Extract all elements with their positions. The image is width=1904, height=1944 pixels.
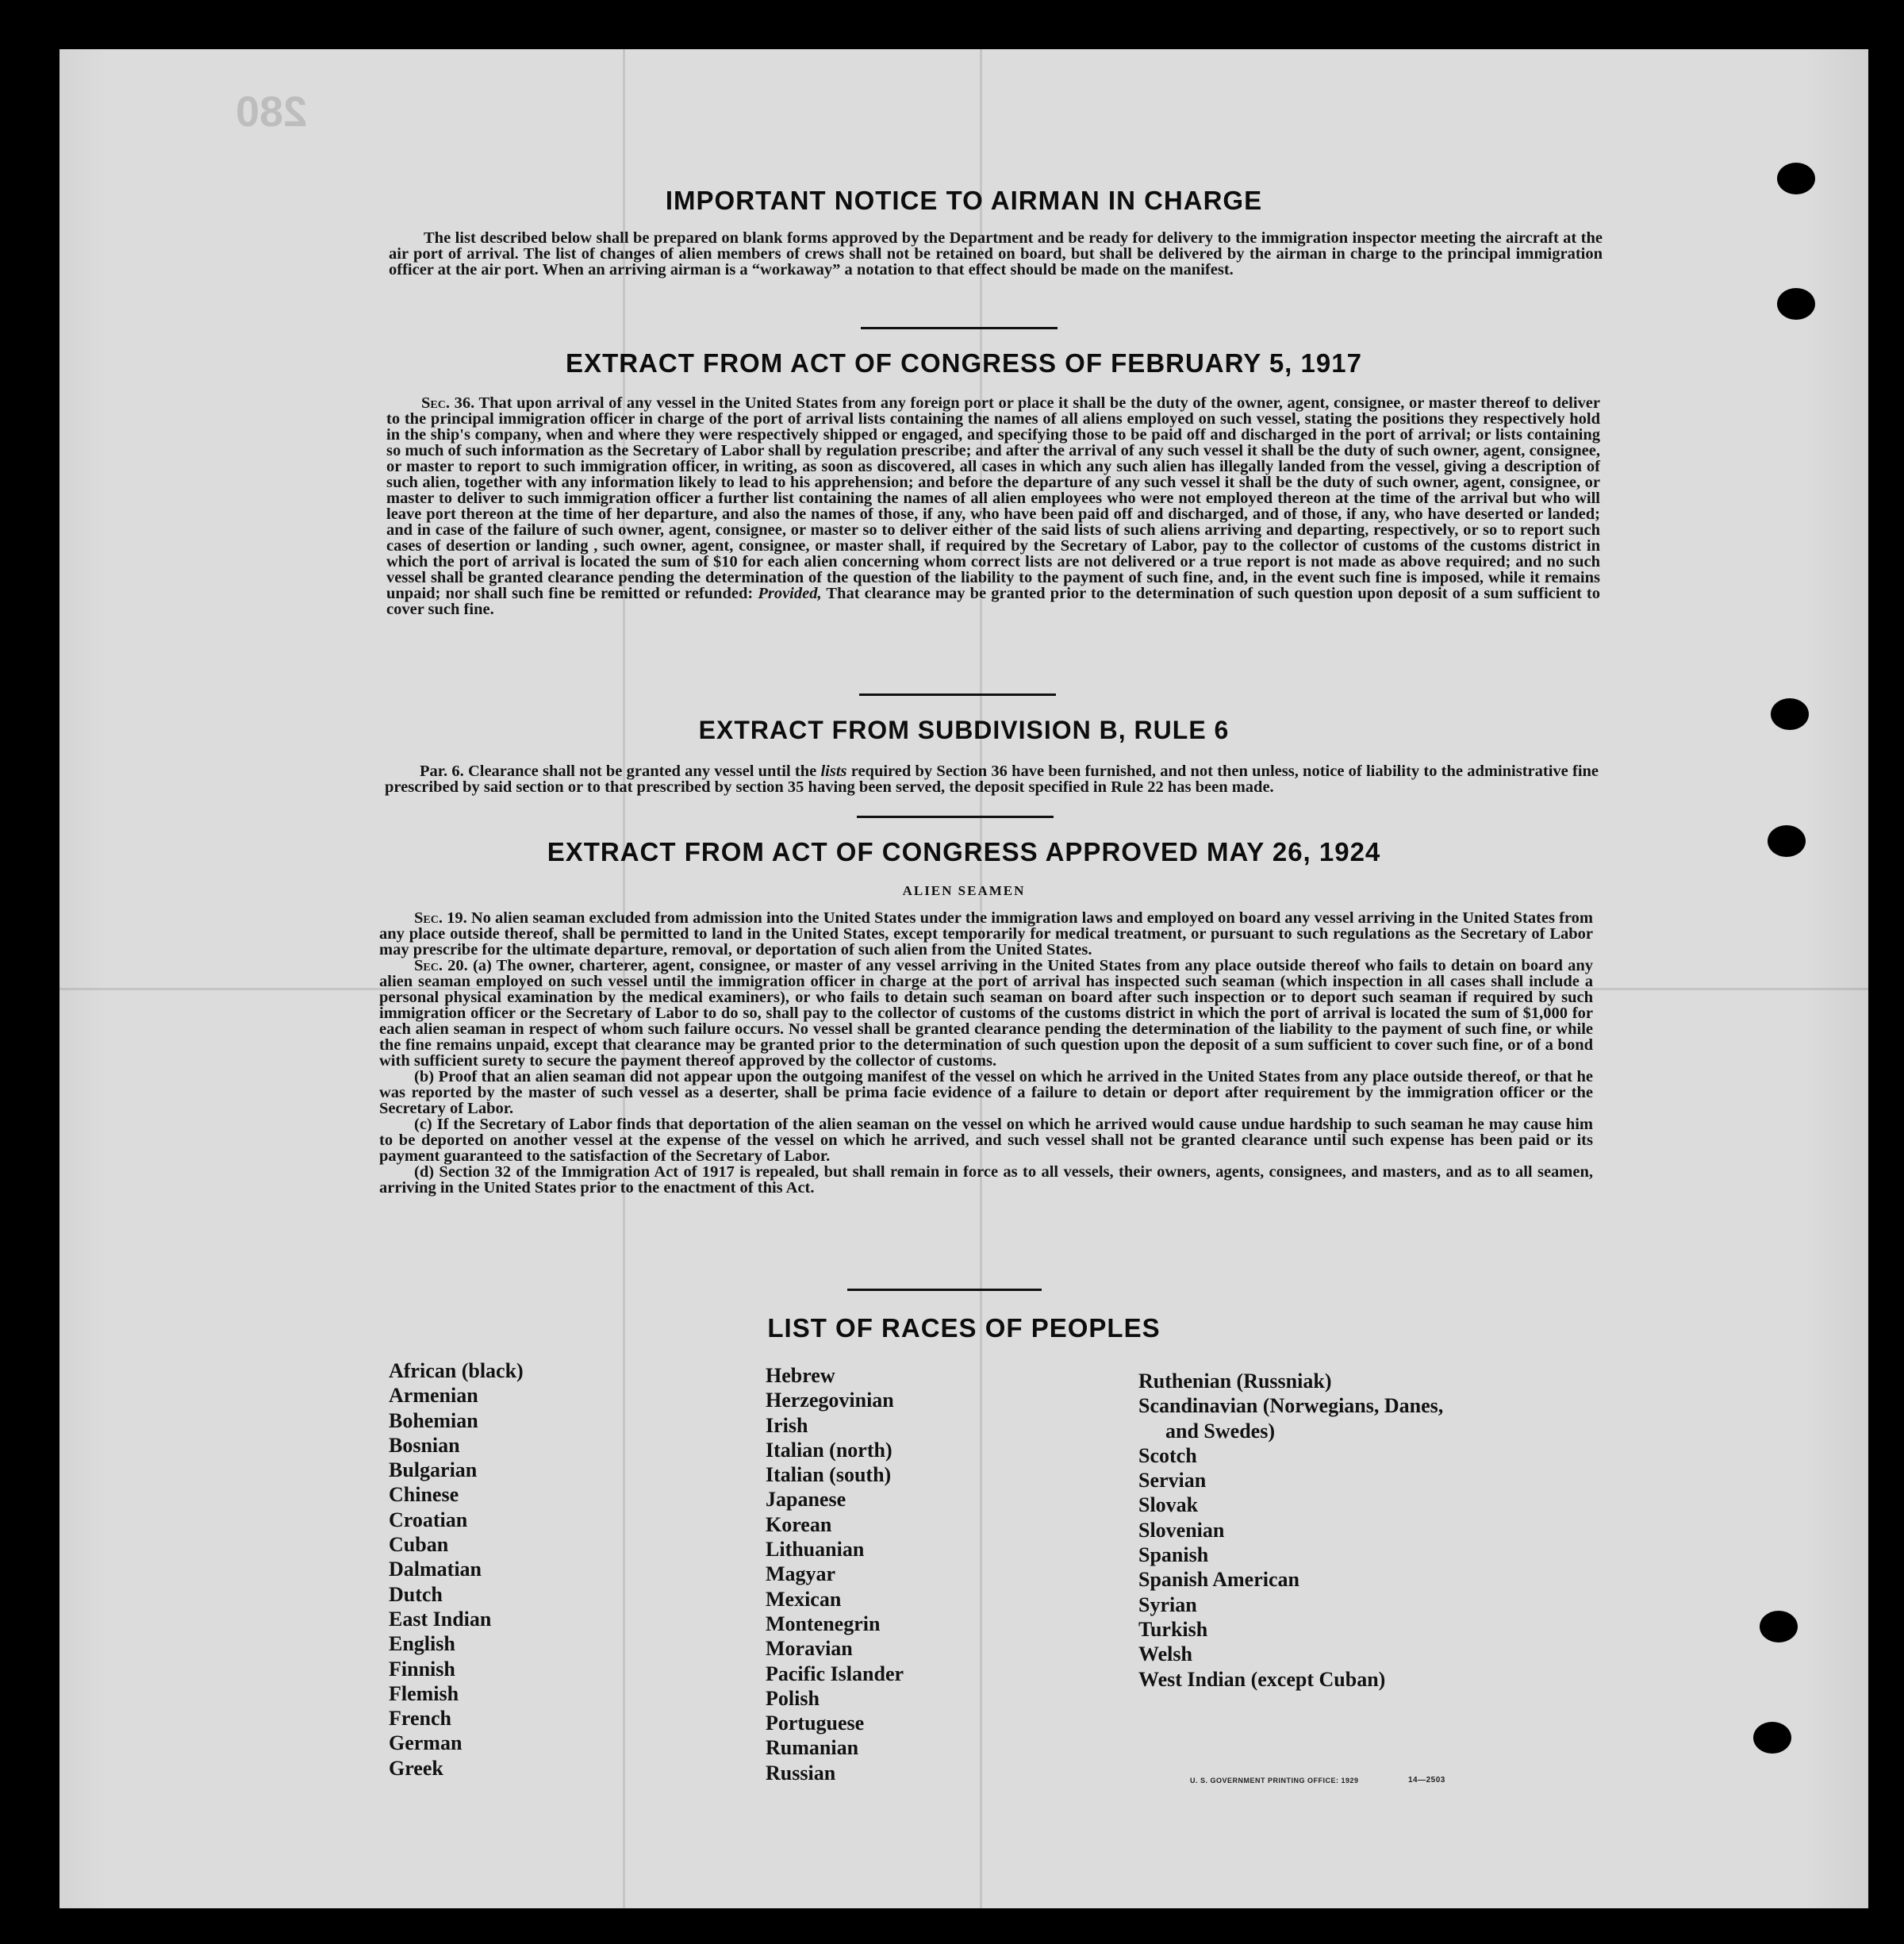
race-entry: Mexican (766, 1587, 842, 1611)
races-column-1 (389, 1358, 524, 1781)
race-entry: Slovak (1138, 1493, 1199, 1517)
section-label: Sec. 36. (421, 394, 475, 412)
race-entry: Ruthenian (Russniak) (1138, 1370, 1332, 1393)
race-entry: Moravian (766, 1637, 853, 1661)
race-entry: Montenegrin (766, 1612, 881, 1635)
race-entry: Flemish (389, 1681, 459, 1705)
race-entry: Hebrew (766, 1364, 835, 1387)
race-entry: East Indian (389, 1607, 492, 1631)
race-entry: Scandinavian (Norwegians, Danes, (1138, 1394, 1444, 1418)
race-entry: Slovenian (1138, 1518, 1225, 1542)
race-entry: Japanese (766, 1488, 846, 1512)
race-entry: Pacific Islander (766, 1662, 904, 1685)
race-entry: Servian (1138, 1469, 1207, 1493)
race-entry: Bosnian (389, 1433, 460, 1457)
divider (859, 693, 1056, 696)
binder-hole (1768, 825, 1806, 857)
race-entry: Dalmatian (389, 1558, 482, 1581)
race-entry: German (389, 1731, 463, 1755)
races-title: LIST OF RACES OF PEOPLES (767, 1313, 1161, 1343)
race-entry: Cuban (389, 1533, 449, 1557)
race-entry: Russian (766, 1761, 836, 1785)
race-entry: Syrian (1138, 1592, 1197, 1616)
document-page (60, 49, 1868, 1908)
race-entry: Welsh (1138, 1642, 1192, 1666)
binder-hole (1753, 1722, 1791, 1754)
act-1917-text: Sec. 36. That upon arrival of any vessel in the United States from any foreign port or place it shall be the duty of the owner, agent, consignee, or master thereof to deliver to the principal immigration officer in charge of the port of arrival lists containing the names of all aliens employed on such vessel, stating the positions they respectively hold in the ship's company, when and where they were respectively shipped or engaged, and specifying those to be paid off and discharged in the port of arrival; or lists containing so much of such information as the Secretary of Labor shall by regulation prescribe; and after the arrival of any such vessel it shall be the duty of such owner, agent, consignee, or master to report to such immigration officer, in writing, as soon as discovered, all cases in which any such alien has illegally landed from the vessel, giving a description of such alien, together with any information likely to lead to his apprehension; and before the departure of any such vessel it shall be the duty of such owner, agent, consignee, or master to deliver to such immigration officer a further list containing the names of all alien employees who were not employed thereon at the time of the arrival but who will leave port thereon at the time of her departure, and also the names of those, if any, who have been paid off and discharged, and of those, if any, who have deserted or landed; and in case of the failure of such owner, agent, consignee, or master so to deliver either of the said lists of such aliens arriving and departing, respectively, or so to report such cases of desertion or landing , such owner, agent, consignee, or master shall, if required by the Secretary of Labor, pay to the collector of customs of the customs district in which the port of arrival is located the sum of $10 for each alien concerning whom correct lists are not delivered or a true report is not made as above required; and no such vessel shall be granted clearance pending the determination of the question of the liability to the payment of such fine, and, in the event such fine is imposed, while it remains unpaid; nor shall such fine be remitted or refunded: Provided, That clearance may be granted prior to the determination of such question upon deposit of a sum sufficient to cover such fine. (386, 394, 1601, 618)
act-1924-text: Sec. 19. No alien seaman excluded from admission into the United States under the immigration laws and employed on board any vessel arriving in the United States from any place outside thereof, shall be permitted to land in the United States, except temporarily for medical treatment, or pursuant to such regulations as the Secretary of Labor may prescribe for the ultimate departure, removal, or deportation of such alien from the United States. Sec. 20. (a) The owner, charterer, agent, consignee, or master of any vessel arriving in the United States from any place outside thereof who fails to detain on board any alien seaman employed on such vessel until the immigration officer in charge at the port of arrival has inspected such seaman (which inspection in all cases shall include a personal physical examination by the medical examiners), or who fails to detain such seaman on board after such inspection or to deport such seaman if required by such immigration officer or the Secretary of Labor to do so, shall pay to the collector of customs of the customs district in which the port of arrival is located the sum of $1,000 for each alien seaman in respect of whom such failure occurs. No vessel shall be granted clearance pending the determination of the liability to the payment of such fine, or while the fine remains unpaid, except that clearance may be granted prior to the determination of such question upon the deposit of a sum sufficient to cover such fine, or of a bond with sufficient surety to secure the payment thereof approved by the collector of customs. (b) Proof that an alien seaman did not appear upon the outgoing manifest of the vessel on which he arrived in the United States from any place outside thereof, or that he was reported by the master of such vessel as a deserter, shall be prima facie evidence of a failure to detain or deport after requirement by the immigration officer or the Secretary of Labor. (c) If the Secretary of Labor finds that deportation of the alien seaman on the vessel on which he arrived would cause undue hardship to such seaman he may cause him to be deported on another vessel at the expense of the vessel on which he arrived, and such vessel shall not be granted clearance until such expense has been paid or its payment guaranteed to the satisfaction of the Secretary of Labor. (d) Section 32 of the Immigration Act of 1917 is repealed, but shall remain in force as to all vessels, their owners, agents, consignees, and masters, and as to all seamen, arriving in the United States prior to the enactment of this Act. (379, 909, 1594, 1197)
race-entry: English (389, 1632, 455, 1656)
races-column-2 (766, 1363, 904, 1785)
form-number: 14—2503 (1408, 1776, 1445, 1785)
binder-hole (1777, 163, 1815, 194)
race-entry: Lithuanian (766, 1538, 865, 1562)
race-entry: Chinese (389, 1483, 459, 1507)
binder-hole (1777, 288, 1815, 320)
race-entry: Irish (766, 1413, 808, 1437)
race-entry: Dutch (389, 1582, 443, 1606)
races-column-3 (1138, 1369, 1443, 1692)
stamp-number: 280 (236, 88, 308, 136)
race-entry: Bohemian (389, 1408, 478, 1432)
race-entry: Herzegovinian (766, 1389, 894, 1412)
race-entry: West Indian (except Cuban) (1138, 1667, 1386, 1691)
race-entry: and Swedes) (1165, 1419, 1275, 1443)
binder-hole (1760, 1611, 1798, 1642)
act-1917-title: EXTRACT FROM ACT OF CONGRESS OF FEBRUARY 5, 1917 (566, 348, 1362, 378)
section-label: Sec. 19. (414, 909, 467, 927)
race-entry: Rumanian (766, 1736, 859, 1760)
rule6-title: EXTRACT FROM SUBDIVISION B, RULE 6 (698, 716, 1230, 744)
race-entry: Bulgarian (389, 1458, 478, 1482)
race-entry: French (389, 1707, 451, 1731)
race-entry: Turkish (1138, 1617, 1208, 1641)
notice-text: The list described below shall be prepared on blank forms approved by the Department and be ready for delivery to the immigration inspector meeting the aircraft at the air port of arrival. The list of changes of alien members of crews shall not be retained on board, but shall be delivered by the airman in charge to the principal immigration officer at the air port. When an arriving airman is a “workaway” a notation to that effect should be made on the manifest. (389, 229, 1603, 279)
act-1924-title: EXTRACT FROM ACT OF CONGRESS APPROVED MAY 26, 1924 (547, 837, 1381, 866)
race-entry: African (black) (389, 1359, 524, 1382)
race-entry: Croatian (389, 1508, 468, 1531)
race-entry: Spanish American (1138, 1568, 1299, 1592)
race-entry: Finnish (389, 1657, 455, 1681)
race-entry: Greek (389, 1756, 443, 1780)
race-entry: Magyar (766, 1562, 836, 1586)
race-entry: Italian (north) (766, 1438, 892, 1462)
race-entry: Portuguese (766, 1712, 865, 1735)
binder-hole (1771, 698, 1809, 730)
race-entry: Italian (south) (766, 1463, 892, 1487)
race-entry: Spanish (1138, 1543, 1209, 1567)
race-entry: Scotch (1138, 1443, 1197, 1467)
rule6-text: Par. 6. Clearance shall not be granted any vessel until the lists required by Section 36 have been furnished, and not then unless, notice of liability to the administrative fine prescribed by said section or to that prescribed by section 35 having been served, the deposit specified in Rule 22 has been made. (385, 763, 1599, 796)
notice-title: IMPORTANT NOTICE TO AIRMAN IN CHARGE (665, 186, 1263, 215)
race-entry: Polish (766, 1686, 820, 1710)
race-entry: Korean (766, 1512, 832, 1536)
section-label: Sec. 20. (414, 957, 468, 974)
printer-imprint: U. S. GOVERNMENT PRINTING OFFICE: 1929 (1190, 1777, 1359, 1785)
alien-seamen-subtitle: ALIEN SEAMEN (902, 883, 1026, 898)
divider (847, 1289, 1042, 1291)
divider (857, 816, 1054, 818)
race-entry: Armenian (389, 1384, 478, 1408)
divider (861, 327, 1058, 329)
